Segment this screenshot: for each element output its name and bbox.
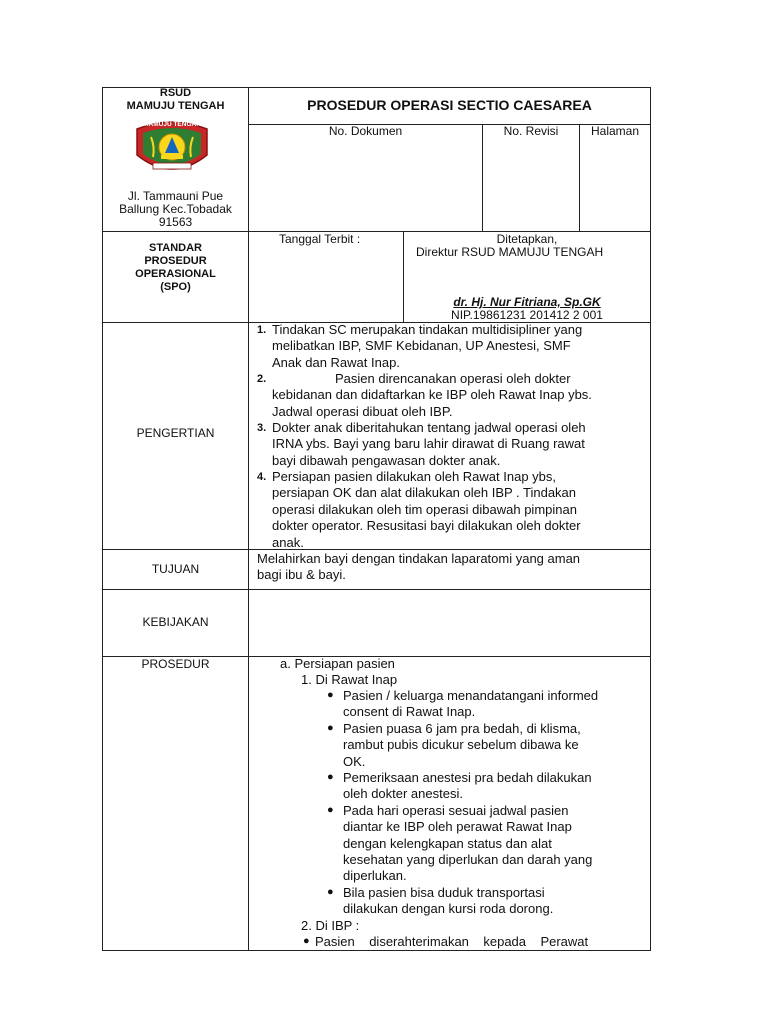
prosedur-bullet-line: diantar ke IBP oleh perawat Rawat Inap <box>343 819 572 835</box>
prosedur-bullet-line: oleh dokter anestesi. <box>343 786 463 802</box>
pengertian-item-number: 3. <box>257 422 267 434</box>
no-revisi-label: No. Revisi <box>503 124 559 138</box>
prosedur-sub2: 2. Di IBP : <box>301 918 360 933</box>
prosedur-bullet-line: Pasien puasa 6 jam pra bedah, di klisma, <box>343 721 581 736</box>
org-name-line1: RSUD <box>159 87 192 99</box>
prosedur-label: PROSEDUR <box>141 657 210 671</box>
pengertian-item-number: 1. <box>257 324 267 336</box>
prosedur-bullet-line: Bila pasien bisa duduk transportasi <box>343 885 545 900</box>
pengertian-item-line: Tindakan SC merupakan tindakan multidisipliner yang <box>272 322 583 337</box>
address-line3: 91563 <box>158 215 193 229</box>
pengertian-item-line: Dokter anak diberitahukan tentang jadwal operasi oleh <box>272 420 586 435</box>
prosedur-bullet-line: dengan kelengkapan status dan alat <box>343 835 552 851</box>
director-name: dr. Hj. Nur Fitriana, Sp.GK <box>453 295 601 309</box>
pengertian-item-line: IRNA ybs. Bayi yang baru lahir dirawat di Ruang rawat <box>272 436 585 452</box>
prosedur-bullet-line: diperlukan. <box>343 868 407 884</box>
divider-pengertian-bottom <box>102 549 651 550</box>
bullet-dot: ● <box>327 886 334 898</box>
bullet-dot: ● <box>327 689 334 701</box>
address-line2: Ballung Kec.Tobadak <box>119 202 232 216</box>
prosedur-sub1: 1. Di Rawat Inap <box>301 672 398 687</box>
address-line1: Jl. Tammauni Pue <box>127 189 224 203</box>
direktur-label: Direktur RSUD MAMUJU TENGAH <box>416 245 604 259</box>
pengertian-item-line: bayi dibawah pengawasan dokter anak. <box>272 452 501 468</box>
tujuan-label: TUJUAN <box>151 562 200 576</box>
hospital-logo <box>131 117 213 179</box>
kebijakan-label: KEBIJAKAN <box>142 615 209 629</box>
pengertian-item-line: Jadwal operasi dibuat oleh IBP. <box>272 403 453 419</box>
table-border-right <box>650 87 651 951</box>
prosedur-bullet-line: consent di Rawat Inap. <box>343 704 476 720</box>
tujuan-line2: bagi ibu & bayi. <box>257 567 346 582</box>
prosedur-bullet-line: Pemeriksaan anestesi pra bedah dilakukan <box>343 770 592 785</box>
prosedur-bullet-line: OK. <box>343 753 366 769</box>
pengertian-label: PENGERTIAN <box>136 426 215 440</box>
tujuan-line1: Melahirkan bayi dengan tindakan laparatomi yang aman <box>257 551 581 566</box>
prosedur-last-bullet: Pasien diserahterimakan kepada Perawat <box>315 934 589 949</box>
pengertian-item-line: persiapan OK dan alat dilakukan oleh IBP . Tindakan <box>272 485 577 501</box>
prosedur-section-a: a. Persiapan pasien <box>280 656 395 671</box>
pengertian-item-line: Persiapan pasien dilakukan oleh Rawat Inap ybs, <box>272 469 557 484</box>
prosedur-bullet-line: Pasien / keluarga menandatangani informed <box>343 688 599 703</box>
spo-line4: (SPO) <box>160 281 191 293</box>
halaman-label: Halaman <box>590 124 640 138</box>
prosedur-bullet-line: Pada hari operasi sesuai jadwal pasien <box>343 803 569 818</box>
spo-line1: STANDAR <box>149 242 202 254</box>
pengertian-item-line: Anak dan Rawat Inap. <box>272 354 400 370</box>
bullet-dot: ● <box>327 771 334 783</box>
director-nip: NIP.19861231 201412 2 001 <box>451 308 603 322</box>
tanggal-terbit-label: Tanggal Terbit : <box>279 232 361 246</box>
pengertian-item-number: 2. <box>257 373 267 385</box>
org-name-line2: MAMUJU TENGAH <box>126 100 225 112</box>
spo-line3: OPERASIONAL <box>135 268 216 280</box>
divider-halaman <box>579 124 580 231</box>
prosedur-bullet-line: dilakukan dengan kursi roda dorong. <box>343 901 554 917</box>
spo-line2: PROSEDUR <box>144 255 207 267</box>
bullet-dot: ● <box>327 804 334 816</box>
divider-label-column <box>248 87 249 951</box>
pengertian-item-line: dokter operator. Resusitasi bayi dilakukan oleh dokter <box>272 518 581 534</box>
logo-text: MAMUJU TENGAH <box>143 121 201 128</box>
ditetapkan-label: Ditetapkan, <box>496 232 558 246</box>
pengertian-item-line: operasi dilakukan oleh tim operasi dibawah pimpinan <box>272 501 577 517</box>
table-border-bottom <box>102 950 651 951</box>
pengertian-item-line: Pasien direncanakan operasi oleh dokter <box>335 371 571 386</box>
pengertian-item-line: kebidanan dan didaftarkan ke IBP oleh Rawat Inap ybs. <box>272 387 592 403</box>
prosedur-bullet-line: rambut pubis dicukur sebelum dibawa ke <box>343 737 579 753</box>
divider-revisi <box>482 124 483 231</box>
pengertian-item-line: melibatkan IBP, SMF Kebidanan, UP Anestesi, SMF <box>272 338 571 354</box>
bullet-dot: ● <box>327 722 334 734</box>
pengertian-item-line: anak. <box>272 534 304 550</box>
no-dokumen-label: No. Dokumen <box>328 124 403 138</box>
bullet-dot: ● <box>303 935 310 947</box>
prosedur-bullet-line: kesehatan yang diperlukan dan darah yang <box>343 851 593 867</box>
divider-tujuan-bottom <box>102 589 651 590</box>
document-title: PROSEDUR OPERASI SECTIO CAESAREA <box>307 97 592 113</box>
pengertian-item-number: 4. <box>257 471 267 483</box>
